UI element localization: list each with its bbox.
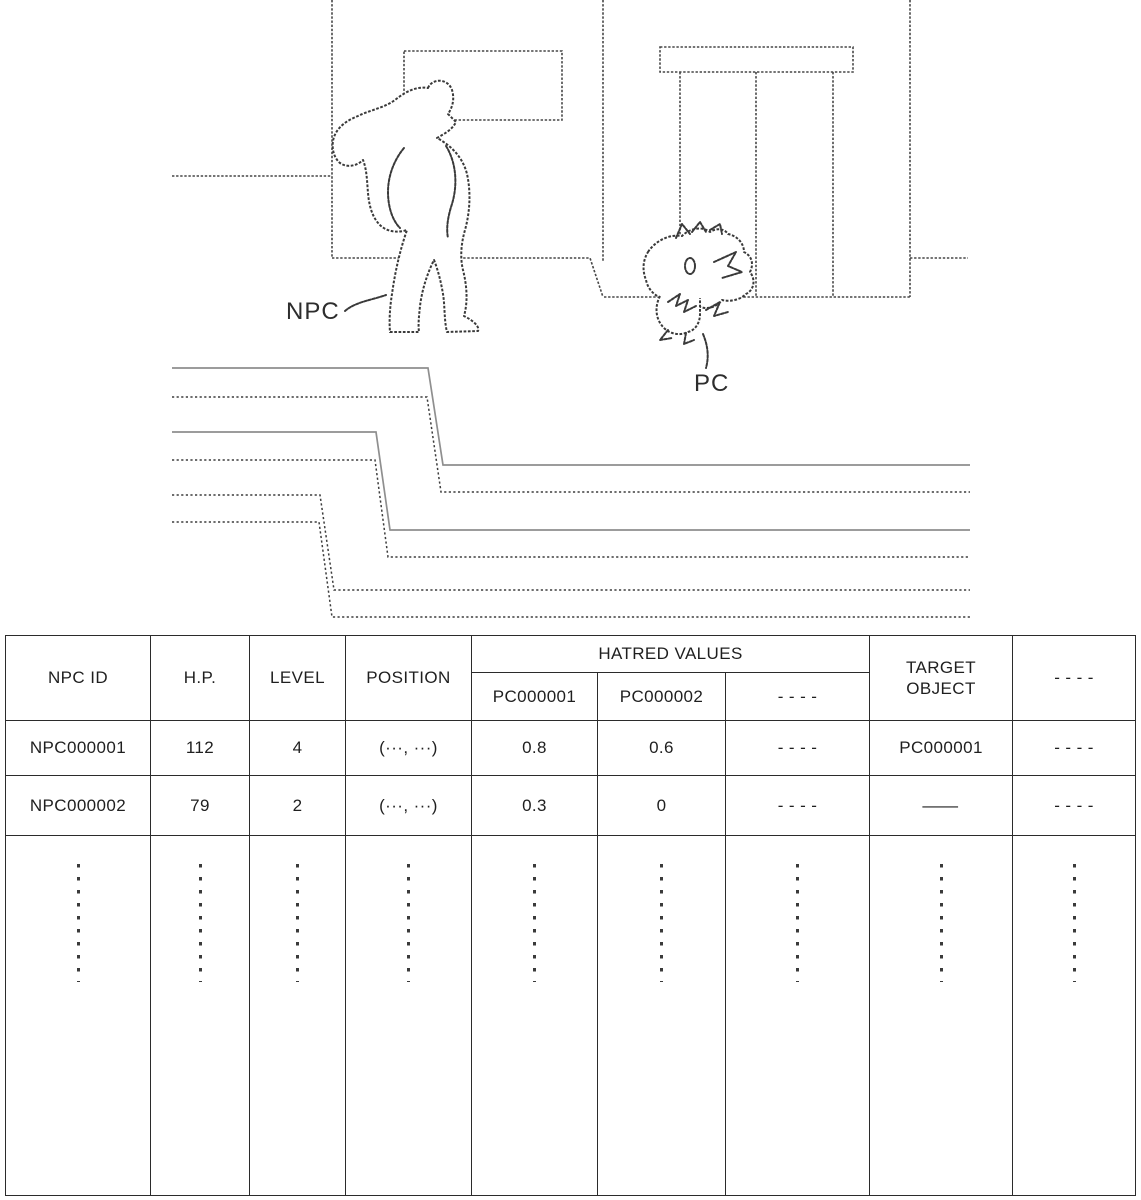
- cell-level: 4: [250, 721, 346, 776]
- cell-etc: - - - -: [1013, 721, 1136, 776]
- vertical-ellipsis: [940, 864, 943, 982]
- npc-figure: [333, 81, 479, 332]
- vertical-ellipsis: [77, 864, 80, 982]
- npc-data-table: [5, 635, 1136, 1196]
- step-line-1: [172, 368, 970, 465]
- step-line-6: [172, 522, 970, 617]
- vertical-ellipsis: [199, 864, 202, 982]
- table-row-npc000002: [6, 776, 1136, 836]
- cell-target-object-none: [870, 776, 1013, 836]
- header-level: LEVEL: [250, 636, 346, 721]
- cell-ellipsis: [6, 836, 151, 1196]
- cell-ellipsis: [151, 836, 250, 1196]
- header-hatred-values: HATRED VALUES: [472, 636, 870, 673]
- cell-target-object: PC000001: [870, 721, 1013, 776]
- cell-hp: 79: [151, 776, 250, 836]
- cell-etc: - - - -: [1013, 776, 1136, 836]
- cell-ellipsis: [1013, 836, 1136, 1196]
- npc-data-table-container: [5, 635, 1135, 1195]
- vertical-ellipsis: [407, 864, 410, 982]
- subheader-pc000001: PC000001: [472, 673, 598, 721]
- step-line-3: [172, 432, 970, 530]
- step-line-2: [172, 397, 970, 492]
- cell-hatred-pc2: 0.6: [598, 721, 726, 776]
- cell-hp: 112: [151, 721, 250, 776]
- cell-npc-id: NPC000001: [6, 721, 151, 776]
- cell-position: (···, ···): [346, 721, 472, 776]
- cell-level: 2: [250, 776, 346, 836]
- header-row-top: [6, 636, 1136, 673]
- header-etc: - - - -: [1013, 636, 1136, 721]
- none-dash: —: [922, 795, 960, 815]
- pc-leader-line: [703, 334, 708, 368]
- left-wall-bottom-edge: [332, 258, 603, 297]
- cell-ellipsis: [870, 836, 1013, 1196]
- step-line-5: [172, 495, 970, 590]
- cell-hatred-etc: - - - -: [726, 776, 870, 836]
- header-position: POSITION: [346, 636, 472, 721]
- subheader-pc000002: PC000002: [598, 673, 726, 721]
- npc-leader-line: [345, 295, 386, 311]
- door-lintel-bar: [660, 47, 853, 72]
- pc-label: PC: [694, 370, 730, 397]
- vertical-ellipsis: [1073, 864, 1076, 982]
- table-row-npc000001: [6, 721, 1136, 776]
- vertical-ellipsis: [533, 864, 536, 982]
- cell-ellipsis: [726, 836, 870, 1196]
- cell-hatred-pc1: 0.3: [472, 776, 598, 836]
- table-row-ellipsis: [6, 836, 1136, 1196]
- cell-hatred-pc1: 0.8: [472, 721, 598, 776]
- vertical-ellipsis: [660, 864, 663, 982]
- subheader-etc: - - - -: [726, 673, 870, 721]
- vertical-ellipsis: [796, 864, 799, 982]
- header-hp: H.P.: [151, 636, 250, 721]
- header-npc-id: NPC ID: [6, 636, 151, 721]
- cell-npc-id: NPC000002: [6, 776, 151, 836]
- cell-hatred-pc2: 0: [598, 776, 726, 836]
- cell-ellipsis: [472, 836, 598, 1196]
- cell-position: (···, ···): [346, 776, 472, 836]
- vertical-ellipsis: [296, 864, 299, 982]
- header-target-object-label: TARGET OBJECT: [905, 657, 977, 698]
- npc-label: NPC: [286, 298, 340, 325]
- cell-hatred-etc: - - - -: [726, 721, 870, 776]
- cell-ellipsis: [250, 836, 346, 1196]
- step-line-4: [172, 460, 970, 557]
- header-target-object: [870, 636, 1013, 721]
- cell-ellipsis: [598, 836, 726, 1196]
- cell-ellipsis: [346, 836, 472, 1196]
